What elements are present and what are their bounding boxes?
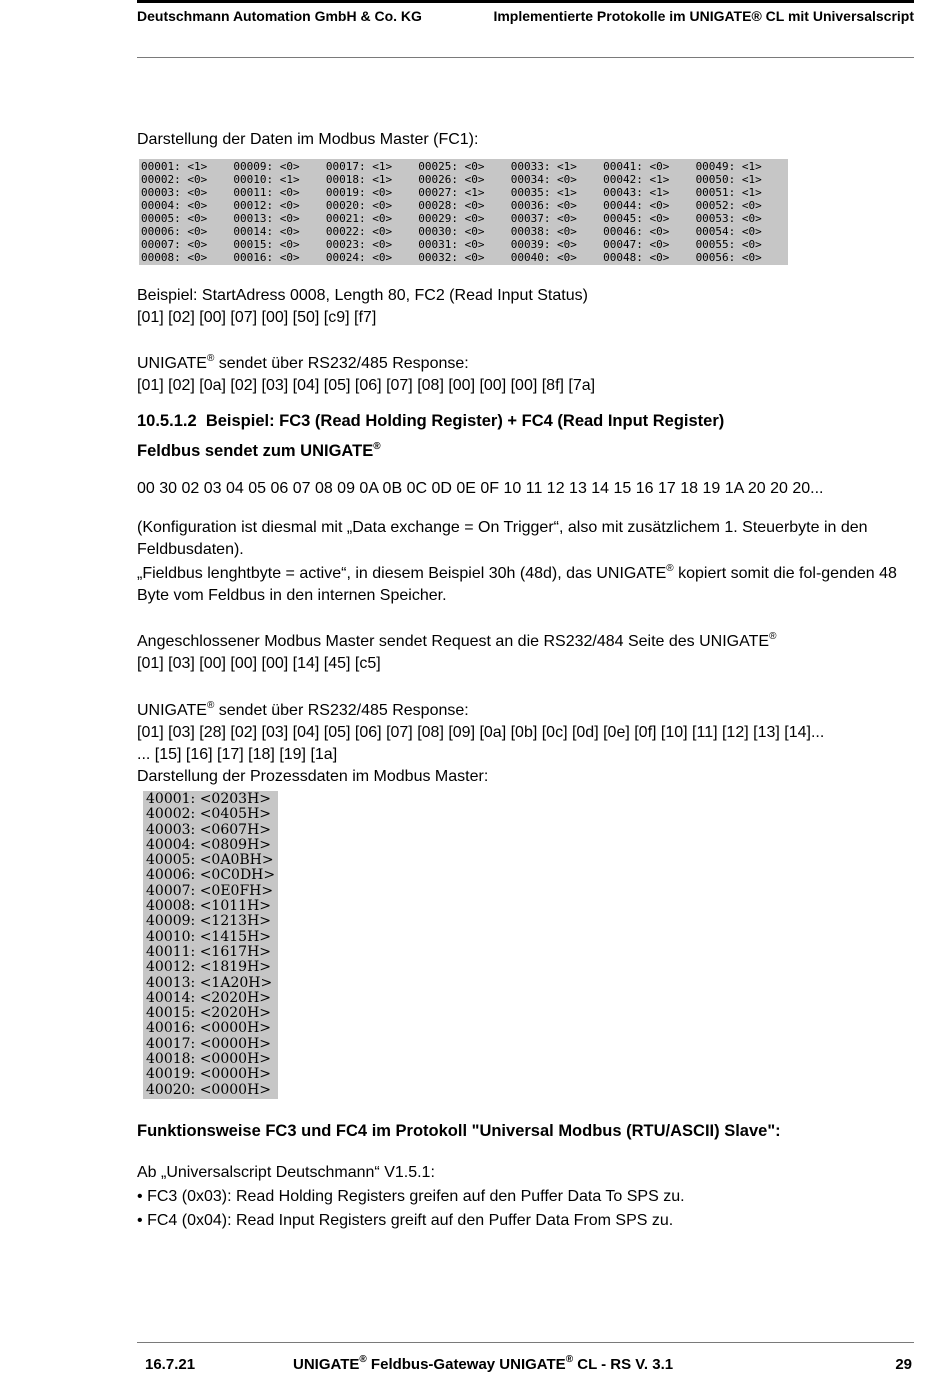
fc1-table-cell: 00039: <0> [510, 238, 577, 251]
fc1-table-cell: 00056: <0> [695, 251, 762, 264]
fc3-response-bytes-1: [01] [03] [28] [02] [03] [04] [05] [06] [07] [08] [09] [0a] [0b] [0c] [0d] [0e] [0f] [10] [11] [12] [13] [14]... [137, 724, 825, 741]
register-row: 40019: <0000H> [146, 1066, 272, 1083]
process-data-caption: Darstellung der Prozessdaten im Modbus Master: [137, 768, 489, 785]
fc1-table-cell: 00030: <0> [418, 225, 485, 238]
fc1-table-cell: 00054: <0> [695, 225, 762, 238]
fc1-table-column [233, 160, 325, 265]
fc2-response-label: UNIGATE® sendet über RS232/485 Response: [137, 352, 469, 372]
fc1-table-cell: 00010: <1> [233, 173, 300, 186]
fc1-table-cell: 00024: <0> [325, 251, 393, 264]
register-row: 40003: <0607H> [146, 821, 272, 838]
header-company: Deutschmann Automation GmbH & Co. KG [137, 8, 422, 24]
fc1-table-cell: 00038: <0> [510, 225, 577, 238]
fc1-table-cell: 00045: <0> [603, 212, 670, 225]
fieldbus-data-bytes: 00 30 02 03 04 05 06 07 08 09 0A 0B 0C 0D 0E 0F 10 11 12 13 14 15 16 17 18 19 1A 20 20 20... [137, 480, 824, 497]
fc1-table-cell: 00042: <1> [603, 173, 670, 186]
fc1-table-cell: 00022: <0> [325, 225, 393, 238]
fc2-response-bytes: [01] [02] [0a] [02] [03] [04] [05] [06] [07] [08] [00] [00] [00] [8f] [7a] [137, 377, 596, 394]
footer-page-number: 29 [895, 1356, 912, 1373]
header-document-title: Implementierte Protokolle im UNIGATE® CL mit Universalscript [493, 8, 914, 24]
fc1-table-cell: 00044: <0> [603, 199, 670, 212]
register-row: 40009: <1213H> [146, 913, 272, 930]
fc1-table-cell: 00012: <0> [233, 199, 300, 212]
fc1-table-cell: 00001: <1> [141, 160, 208, 173]
modbus-request-bytes: [01] [03] [00] [00] [00] [14] [45] [c5] [137, 655, 381, 672]
fc1-table-cell: 00009: <0> [233, 160, 300, 173]
section-heading: 10.5.1.2 Beispiel: FC3 (Read Holding Register) + FC4 (Read Input Register) [137, 412, 725, 430]
fc1-table-cell: 00019: <0> [325, 186, 393, 199]
fc1-table-cell: 00046: <0> [603, 225, 670, 238]
fc1-table-cell: 00028: <0> [418, 199, 485, 212]
register-row: 40014: <2020H> [146, 989, 272, 1006]
lengthbyte-note: „Fieldbus lenghtbyte = active“, in diesem Beispiel 30h (48d), das UNIGATE® kopiert somit die fol-genden 48 Byte vom Feldbus in den internen Speicher. [137, 562, 897, 604]
fc1-table-cell: 00027: <1> [418, 186, 485, 199]
fc1-table-cell: 00026: <0> [418, 173, 485, 186]
fc1-caption: Darstellung der Daten im Modbus Master (FC1): [137, 131, 479, 148]
header-divider [137, 57, 914, 58]
register-row: 40012: <1819H> [146, 959, 272, 976]
fc1-table-cell: 00051: <1> [695, 186, 762, 199]
footer-date: 16.7.21 [145, 1356, 196, 1373]
fc1-table-cell: 00007: <0> [141, 238, 208, 251]
modbus-request-label: Angeschlossener Modbus Master sendet Request an die RS232/484 Seite des UNIGATE® [137, 630, 777, 650]
fc3-response-label: UNIGATE® sendet über RS232/485 Response: [137, 699, 469, 719]
fc1-table-cell: 00031: <0> [418, 238, 485, 251]
function-heading: Funktionsweise FC3 und FC4 im Protokoll "Universal Modbus (RTU/ASCII) Slave": [137, 1122, 781, 1140]
register-table [143, 791, 278, 1099]
register-row: 40015: <2020H> [146, 1005, 272, 1022]
fc1-table-column [696, 160, 788, 265]
fc1-table-cell: 00002: <0> [141, 173, 208, 186]
fc1-table-cell: 00032: <0> [418, 251, 485, 264]
fc2-example-title: Beispiel: StartAdress 0008, Length 80, FC2 (Read Input Status) [137, 287, 588, 304]
fc1-table-cell: 00035: <1> [510, 186, 577, 199]
register-row: 40001: <0203H> [146, 791, 272, 807]
fc1-table-cell: 00041: <0> [603, 160, 670, 173]
fc1-table-cell: 00005: <0> [141, 212, 208, 225]
fc1-table-column [511, 160, 603, 265]
header-rule [137, 0, 914, 3]
fc1-table-cell: 00011: <0> [233, 186, 300, 199]
register-row: 40006: <0C0DH> [146, 867, 276, 884]
config-note: (Konfiguration ist diesmal mit „Data exchange = On Trigger“, also mit zusätzlichem 1. Steuerbyte in den Feldbusdaten). [137, 519, 868, 558]
fc1-table-column [603, 160, 695, 265]
fc1-table-cell: 00023: <0> [325, 238, 393, 251]
fc1-table-cell: 00034: <0> [510, 173, 577, 186]
register-row: 40018: <0000H> [146, 1051, 272, 1068]
fc1-table-cell: 00021: <0> [325, 212, 393, 225]
fc1-table-column [141, 160, 233, 265]
fc1-table-cell: 00016: <0> [233, 251, 300, 264]
fc1-table-cell: 00033: <1> [510, 160, 577, 173]
fc1-table-cell: 00025: <0> [418, 160, 485, 173]
fc1-table-cell: 00049: <1> [695, 160, 762, 173]
fc3-response-bytes-2: ... [15] [16] [17] [18] [19] [1a] [137, 746, 338, 763]
fc1-table-cell: 00004: <0> [141, 199, 208, 212]
register-row: 40010: <1415H> [146, 928, 272, 945]
register-row: 40011: <1617H> [146, 943, 272, 960]
footer-title: UNIGATE® Feldbus-Gateway UNIGATE® CL - RS V. 3.1 [293, 1354, 674, 1373]
register-row: 40008: <1011H> [146, 898, 272, 915]
fc1-table-cell: 00020: <0> [325, 199, 393, 212]
fc1-table-cell: 00014: <0> [233, 225, 300, 238]
fc1-table-cell: 00055: <0> [695, 238, 762, 251]
fc2-request-bytes: [01] [02] [00] [07] [00] [50] [c9] [f7] [137, 309, 377, 326]
fc1-table-cell: 00047: <0> [603, 238, 670, 251]
fc1-table-cell: 00015: <0> [233, 238, 300, 251]
function-bullet-fc4: • FC4 (0x04): Read Input Registers greift auf den Puffer Data From SPS zu. [137, 1212, 674, 1229]
fc1-table-cell: 00053: <0> [695, 212, 762, 225]
register-row: 40004: <0809H> [146, 836, 272, 853]
register-row: 40020: <0000H> [146, 1081, 272, 1098]
fc1-table-cell: 00048: <0> [603, 251, 670, 264]
register-row: 40002: <0405H> [146, 806, 272, 823]
fc1-table-cell: 00017: <1> [325, 160, 393, 173]
function-bullet-fc3: • FC3 (0x03): Read Holding Registers greifen auf den Puffer Data To SPS zu. [137, 1188, 685, 1205]
register-row: 40013: <1A20H> [146, 974, 273, 991]
fieldbus-subheading: Feldbus sendet zum UNIGATE® [137, 440, 381, 460]
fc1-table-column [326, 160, 418, 265]
fc1-table-cell: 00003: <0> [141, 186, 208, 199]
register-row: 40005: <0A0BH> [146, 852, 274, 869]
fc1-table-cell: 00037: <0> [510, 212, 577, 225]
register-row: 40016: <0000H> [146, 1020, 272, 1037]
fc1-table-cell: 00050: <1> [695, 173, 762, 186]
fc1-table-cell: 00040: <0> [510, 251, 577, 264]
fc1-table-cell: 00018: <1> [325, 173, 393, 186]
fc1-table-cell: 00043: <1> [603, 186, 670, 199]
fc1-table-cell: 00029: <0> [418, 212, 485, 225]
fc1-table-cell: 00013: <0> [233, 212, 300, 225]
fc1-table-cell: 00006: <0> [141, 225, 208, 238]
footer-divider [137, 1342, 914, 1343]
fc1-table-column [418, 160, 510, 265]
fc1-table-cell: 00008: <0> [141, 251, 208, 264]
register-row: 40007: <0E0FH> [146, 882, 274, 899]
register-row: 40017: <0000H> [146, 1035, 272, 1052]
fc1-coil-table [139, 159, 788, 265]
fc1-table-cell: 00036: <0> [510, 199, 577, 212]
fc1-table-cell: 00052: <0> [695, 199, 762, 212]
function-intro: Ab „Universalscript Deutschmann“ V1.5.1: [137, 1164, 435, 1181]
